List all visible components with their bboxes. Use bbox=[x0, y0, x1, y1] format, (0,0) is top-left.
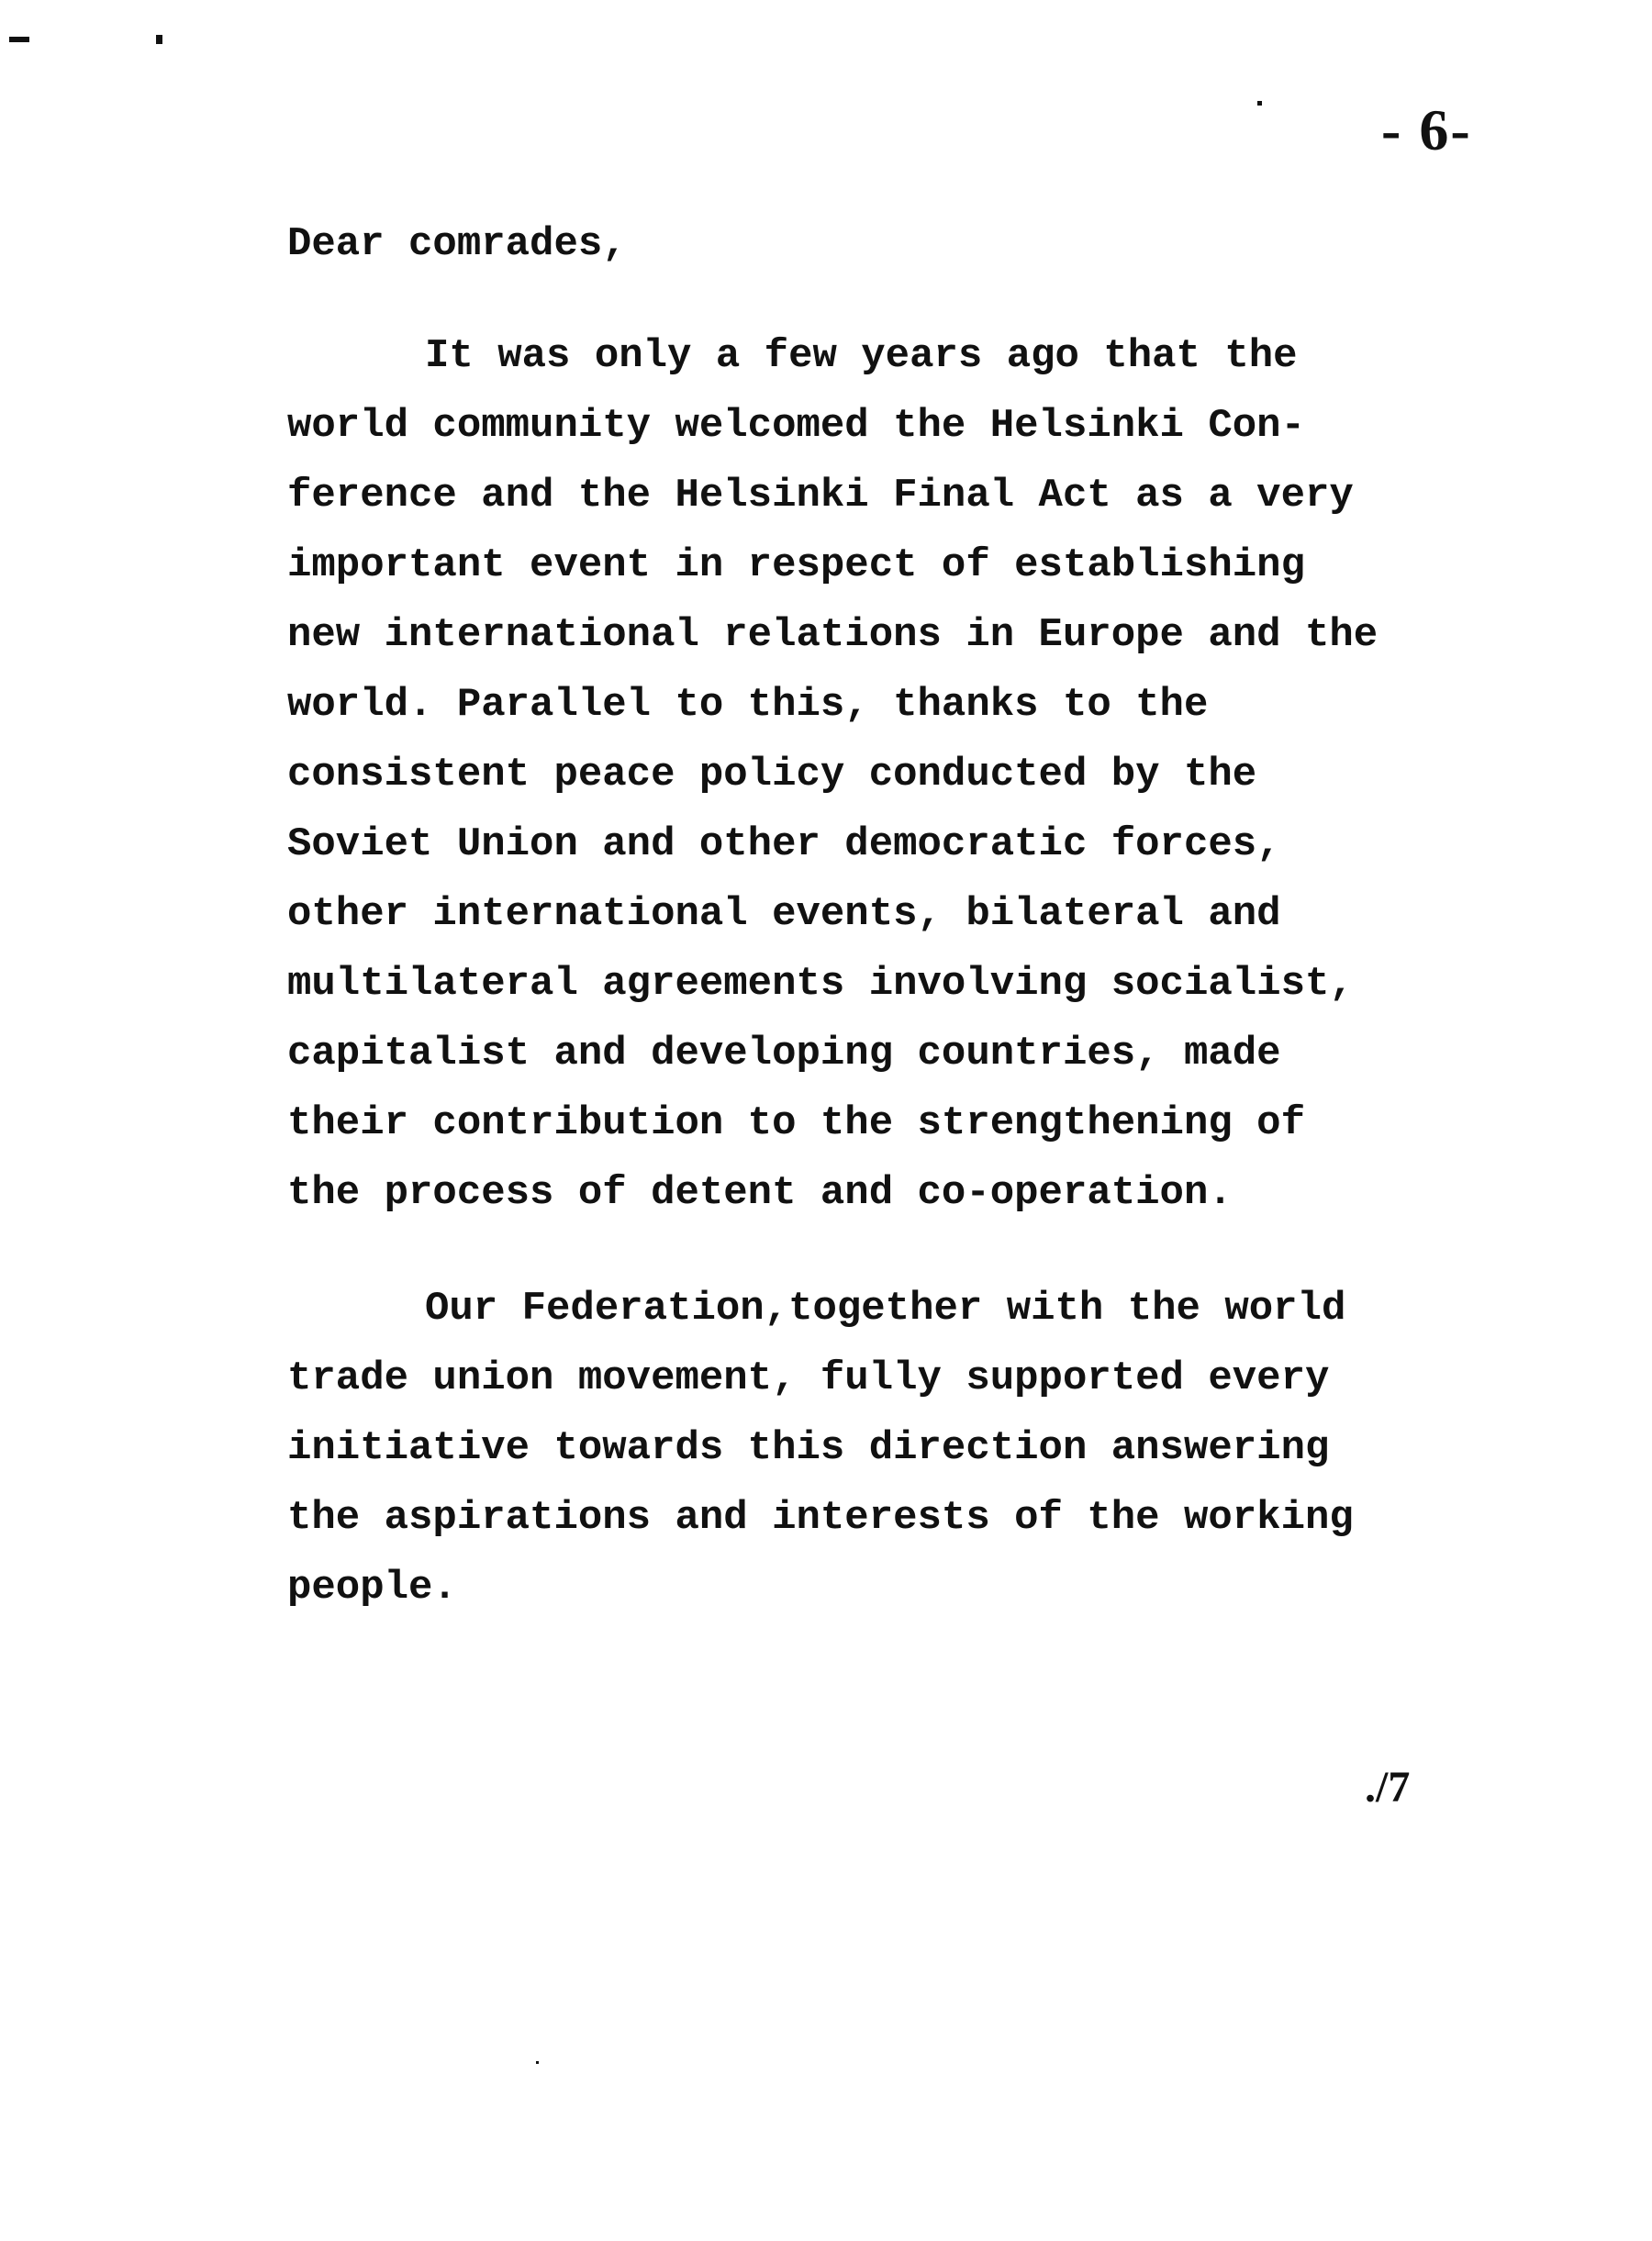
text-line: their contribution to the strengthening of bbox=[287, 1100, 1305, 1146]
text-line: world community welcomed the Helsinki Con- bbox=[287, 403, 1305, 449]
text-line: trade union movement, fully supported every bbox=[287, 1355, 1330, 1401]
text-line: other international events, bilateral and bbox=[287, 891, 1281, 937]
continuation-mark: ./7 bbox=[1365, 1763, 1411, 1812]
text-line: Our Federation,together with the world bbox=[425, 1286, 1346, 1332]
scan-mark bbox=[1257, 101, 1262, 106]
text-line: new international relations in Europe and the bbox=[287, 612, 1379, 658]
text-line: multilateral agreements involving socialist, bbox=[287, 961, 1354, 1007]
scan-mark bbox=[156, 35, 162, 44]
text-line: people. bbox=[287, 1565, 457, 1611]
text-line: It was only a few years ago that the bbox=[425, 333, 1298, 379]
text-line: Soviet Union and other democratic forces, bbox=[287, 821, 1281, 867]
salutation: Dear comrades, bbox=[287, 221, 627, 267]
paragraph-2 bbox=[287, 1274, 1591, 1622]
text-line: ference and the Helsinki Final Act as a very bbox=[287, 473, 1354, 518]
scan-mark bbox=[536, 2061, 539, 2064]
scan-mark bbox=[9, 37, 29, 42]
text-line: the process of detent and co-operation. bbox=[287, 1170, 1233, 1216]
text-line: initiative towards this direction answering bbox=[287, 1425, 1330, 1471]
letter-body bbox=[287, 209, 1591, 1622]
paragraph-1 bbox=[287, 321, 1591, 1228]
text-line: consistent peace policy conducted by the bbox=[287, 752, 1257, 797]
text-line: the aspirations and interests of the working bbox=[287, 1495, 1354, 1541]
page-number: - 6- bbox=[1381, 97, 1472, 162]
text-line: capitalist and developing countries, made bbox=[287, 1031, 1281, 1076]
text-line: world. Parallel to this, thanks to the bbox=[287, 682, 1209, 728]
text-line: important event in respect of establishing bbox=[287, 542, 1305, 588]
